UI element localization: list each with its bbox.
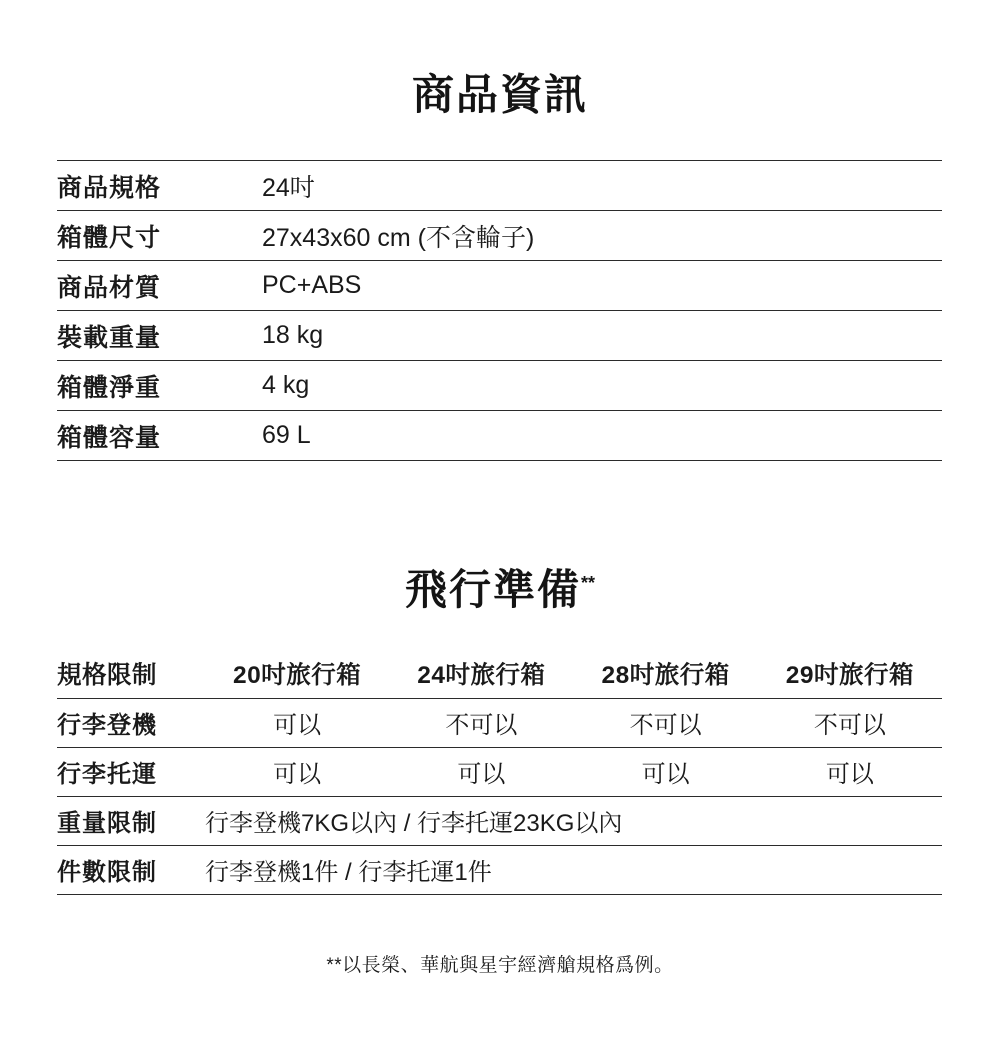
spec-row-value: 27x43x60 cm (不含輪子)	[262, 211, 942, 261]
flight-row-label: 行李托運	[57, 747, 205, 796]
spec-row-label: 商品材質	[57, 261, 262, 311]
table-row	[57, 845, 942, 894]
table-row	[57, 361, 942, 411]
spec-row-label: 箱體尺寸	[57, 211, 262, 261]
spec-section-title-text: 商品資訊	[411, 71, 588, 118]
spec-row-value: 24吋	[262, 161, 942, 211]
flight-section-title-superscript: **	[581, 573, 596, 593]
table-header-row	[57, 649, 942, 698]
spec-table-wrapper	[57, 160, 943, 461]
flight-row-cell: 不可以	[389, 698, 573, 747]
flight-row-cell: 可以	[205, 698, 389, 747]
flight-header-cell: 20吋旅行箱	[205, 649, 389, 698]
flight-row-value: 行李登機1件 / 行李托運1件	[205, 845, 942, 894]
flight-row-label: 重量限制	[57, 796, 205, 845]
table-row	[57, 411, 942, 461]
table-row	[57, 796, 942, 845]
table-row	[57, 747, 942, 796]
flight-section-title-text: 飛行準備	[404, 566, 581, 613]
spec-row-label: 商品規格	[57, 161, 262, 211]
spec-table	[57, 160, 942, 461]
spec-row-value: 69 L	[262, 411, 942, 461]
spec-row-label: 箱體容量	[57, 411, 262, 461]
flight-header-cell: 29吋旅行箱	[758, 649, 942, 698]
table-row	[57, 698, 942, 747]
product-info-page	[0, 62, 1000, 1062]
flight-row-cell: 不可以	[574, 698, 758, 747]
table-row	[57, 261, 942, 311]
flight-header-cell: 28吋旅行箱	[574, 649, 758, 698]
flight-footnote: **以長榮、華航與星宇經濟艙規格爲例。	[326, 954, 674, 976]
flight-row-cell: 可以	[758, 747, 942, 796]
spec-row-value: PC+ABS	[262, 261, 942, 311]
flight-row-label: 行李登機	[57, 698, 205, 747]
flight-table-wrapper	[57, 649, 943, 895]
spec-row-label: 裝載重量	[57, 311, 262, 361]
flight-header-cell: 規格限制	[57, 649, 205, 698]
flight-header-cell: 24吋旅行箱	[389, 649, 573, 698]
flight-row-cell: 不可以	[758, 698, 942, 747]
flight-row-cell: 可以	[574, 747, 758, 796]
spec-row-value: 18 kg	[262, 311, 942, 361]
table-row	[57, 161, 942, 211]
flight-section-title	[0, 557, 1000, 617]
flight-section	[0, 557, 1000, 977]
spec-section-title	[0, 62, 1000, 122]
flight-row-cell: 可以	[389, 747, 573, 796]
table-row	[57, 311, 942, 361]
spec-row-value: 4 kg	[262, 361, 942, 411]
flight-row-label: 件數限制	[57, 845, 205, 894]
flight-table	[57, 649, 942, 895]
flight-row-value: 行李登機7KG以內 / 行李托運23KG以內	[205, 796, 942, 845]
flight-row-cell: 可以	[205, 747, 389, 796]
spec-row-label: 箱體淨重	[57, 361, 262, 411]
table-row	[57, 211, 942, 261]
